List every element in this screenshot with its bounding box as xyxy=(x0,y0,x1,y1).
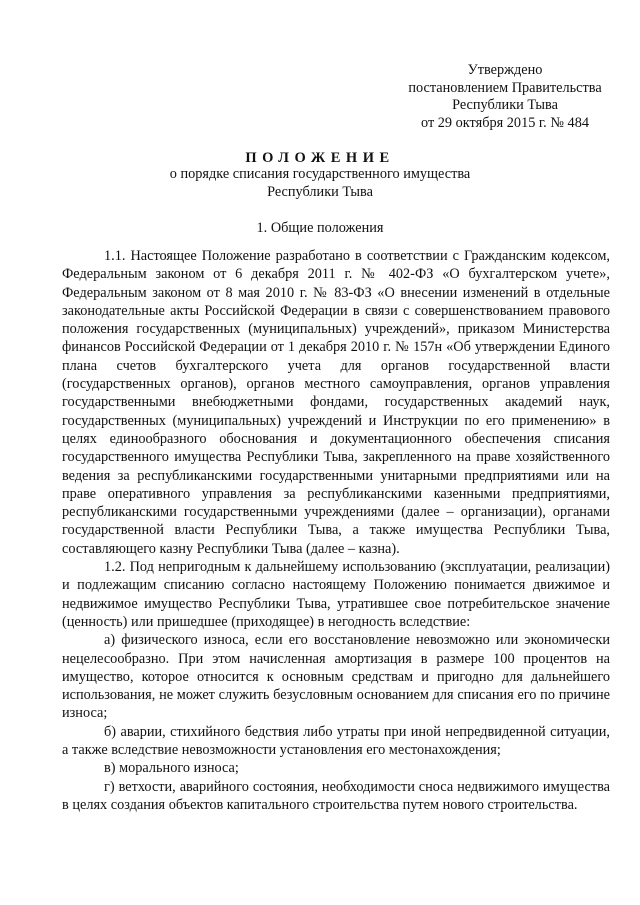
list-item-b: б) аварии, стихийного бедствия либо утраты при иной непредвиденной ситуации, а также вследствие невозможности установления его местонахождения; xyxy=(62,723,610,759)
list-item-v: в) морального износа; xyxy=(104,760,239,777)
document-body xyxy=(62,247,610,814)
paragraph-1-2: 1.2. Под непригодным к дальнейшему использованию (эксплуатации, реализации) и подлежащим списанию согласно настоящему Положению понимается движимое и недвижимое имущество Республики Тыва, утратившее свое потребительское значение (ценность) или пришедшее (приходящее) в негодность вследствие: xyxy=(62,559,610,630)
subtitle-line: о порядке списания государственного имущества xyxy=(169,166,471,182)
approval-stamp xyxy=(380,62,630,132)
subtitle-line: Республики Тыва xyxy=(267,183,373,200)
list-item-a: а) физического износа, если его восстановление невозможно или экономически нецелесообразно. При этом начисленная амортизация в размере 100 процентов на имущество, которое относится к основным средствам и пригодно для дальнейшего использования, не может служить безусловным основанием для списания его по причине износа; xyxy=(62,632,610,722)
document-subtitle xyxy=(0,166,640,201)
approval-line: постановлением Правительства xyxy=(408,79,602,96)
paragraph-1-1: 1.1. Настоящее Положение разработано в соответствии с Гражданским кодексом, Федеральным законом от 6 декабря 2011 г. № 402-ФЗ «О бухгалтерском учете», Федеральным законом от 8 мая 2010 г. № 83-ФЗ «О внесении изменений в отдельные законодательные акты Российской Федерации в связи с совершенствованием правового положения государственных (муниципальных) учреждений», приказом Министерства финансов Российской Федерации от 1 декабря 2010 г. № 157н «Об утверждении Единого плана счетов бухгалтерского учета для органов государственной власти (государственных органов), органов местного самоуправления, органов управления государственными внебюджетными фондами, государственных академий наук, государственных (муниципальных) учреждений и Инструкции по его применению» в целях единообразного обоснования и документационного обеспечения списания государственного имущества Республики Тыва, закрепленного на праве хозяйственного ведения за республиканскими государственными унитарными предприятиями или на праве оперативного управления за республиканскими казенными предприятиями, республиканскими государственными учреждениями (далее – организации), органами государственной власти Республики Тыва, а также имущества Республики Тыва, составляющего казну Республики Тыва (далее – казна). xyxy=(62,248,610,557)
approval-line: Утверждено xyxy=(467,62,543,78)
list-item-g: г) ветхости, аварийного состояния, необходимости сноса недвижимого имущества в целях создания объектов капитального строительства путем нового строительства. xyxy=(62,778,610,813)
approval-line: Республики Тыва xyxy=(452,97,558,113)
document-title: ПОЛОЖЕНИЕ xyxy=(245,150,395,166)
section-heading: 1. Общие положения xyxy=(256,220,384,236)
approval-line: от 29 октября 2015 г. № 484 xyxy=(421,114,589,131)
